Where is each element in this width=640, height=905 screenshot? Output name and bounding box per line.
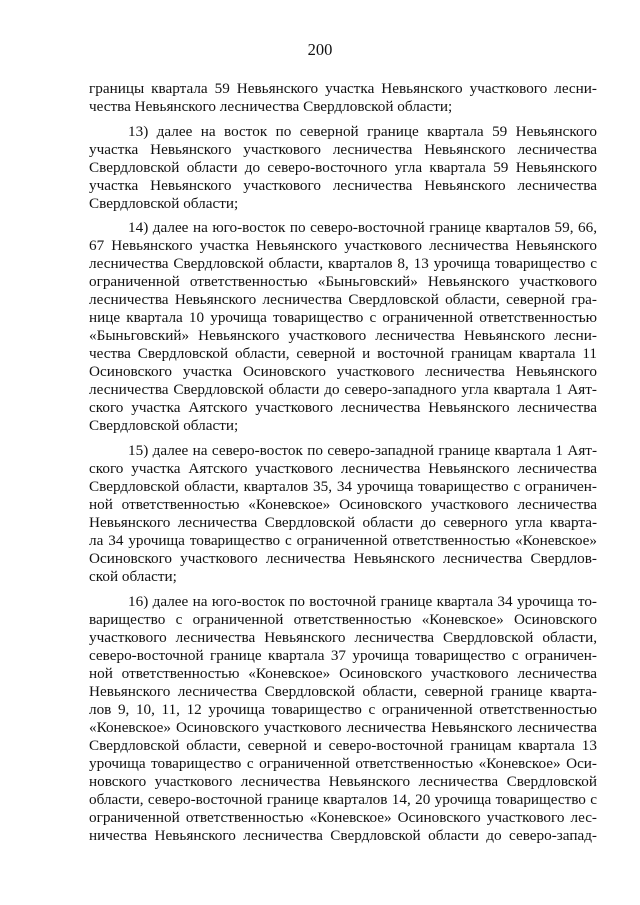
text-line: области, северо-восточной границе кварталов 14, 20 урочища товарищество с — [89, 791, 597, 808]
text-line: северо-восточной границе квартала 37 урочища товарищество с ограничен- — [89, 647, 597, 664]
text-line: Осиновского участкового лесничества Невьянского лесничества Свердлов- — [89, 550, 597, 567]
text-line: лесничества Свердловской области до северо-западного угла квартала 1 Аят- — [89, 381, 597, 398]
text-line: участка Невьянского участкового лесничества Невьянского лесничества — [89, 177, 597, 194]
text-line: лесничества Невьянского лесничества Свердловской области, северной гра- — [89, 291, 597, 308]
text-line: Свердловской области; — [89, 417, 239, 434]
text-line: ла 34 урочища товарищество с ограниченной ответственностью «Коневское» — [89, 532, 597, 549]
text-line: границы квартала 59 Невьянского участка Невьянского участкового лесни- — [89, 80, 597, 97]
text-line: 14) далее на юго-восток по северо-восточной границе кварталов 59, 66, — [128, 219, 597, 236]
text-line: ной ответственностью «Коневское» Осиновского участкового лесничества — [89, 496, 597, 513]
text-line: чества Свердловской области, северной и восточной границам квартала 11 — [89, 345, 597, 362]
text-line: Невьянского лесничества Свердловской области, северной границе кварта- — [89, 683, 597, 700]
text-line: ограниченной ответственностью «Коневское» Осиновского участкового лес- — [89, 809, 597, 826]
text-line: ского участка Аятского участкового лесничества Невьянского лесничества — [89, 460, 597, 477]
text-line: нице квартала 10 урочища товарищество с ограниченной ответственностью — [89, 309, 597, 326]
text-line: 67 Невьянского участка Невьянского участкового лесничества Невьянского — [89, 237, 597, 254]
text-line: Свердловской области, северной и северо-восточной границам квартала 13 — [89, 737, 597, 754]
text-line: ского участка Аятского участкового лесничества Невьянского лесничества — [89, 399, 597, 416]
text-line: «Коневское» Осиновского участкового лесничества Невьянского лесничества — [89, 719, 597, 736]
text-line: урочища товарищество с ограниченной ответственностью «Коневское» Оси- — [89, 755, 597, 772]
text-line: 15) далее на северо-восток по северо-западной границе квартала 1 Аят- — [128, 442, 597, 459]
text-line: Невьянского лесничества Свердловской области до северного угла кварта- — [89, 514, 597, 531]
text-line: лов 9, 10, 11, 12 урочища товарищество с ограниченной ответственностью — [89, 701, 597, 718]
text-line: «Быньговский» Невьянского участкового лесничества Невьянского лесни- — [89, 327, 597, 344]
page-number: 200 — [307, 40, 333, 59]
text-line: новского участкового лесничества Невьянского лесничества Свердловской — [89, 773, 597, 790]
text-line: Свердловской области, кварталов 35, 34 урочища товарищество с ограничен- — [89, 478, 597, 495]
text-line: ской области; — [89, 568, 177, 585]
text-line: ограниченной ответственностью «Быньговский» Невьянского участкового — [89, 273, 597, 290]
text-line: участкового лесничества Невьянского лесничества Свердловской области, — [89, 629, 597, 646]
text-line: Свердловской области до северо-восточного угла квартала 59 Невьянского — [89, 159, 597, 176]
text-line: Свердловской области; — [89, 195, 239, 212]
text-line: Осиновского участка Осиновского участкового лесничества Невьянского — [89, 363, 597, 380]
text-line: лесничества Свердловской области, кварталов 8, 13 урочища товарищество с — [89, 255, 597, 272]
text-line: 13) далее на восток по северной границе квартала 59 Невьянского — [128, 123, 597, 140]
text-line: участка Невьянского участкового лесничества Невьянского лесничества — [89, 141, 597, 158]
text-line: 16) далее на юго-восток по восточной границе квартала 34 урочища то- — [128, 593, 597, 610]
text-line: варищество с ограниченной ответственностью «Коневское» Осиновского — [89, 611, 597, 628]
text-line: ничества Невьянского лесничества Свердловской области до северо-запад- — [89, 827, 597, 844]
text-line: ной ответственностью «Коневское» Осиновского участкового лесничества — [89, 665, 597, 682]
text-line: чества Невьянского лесничества Свердловской области; — [89, 98, 453, 115]
